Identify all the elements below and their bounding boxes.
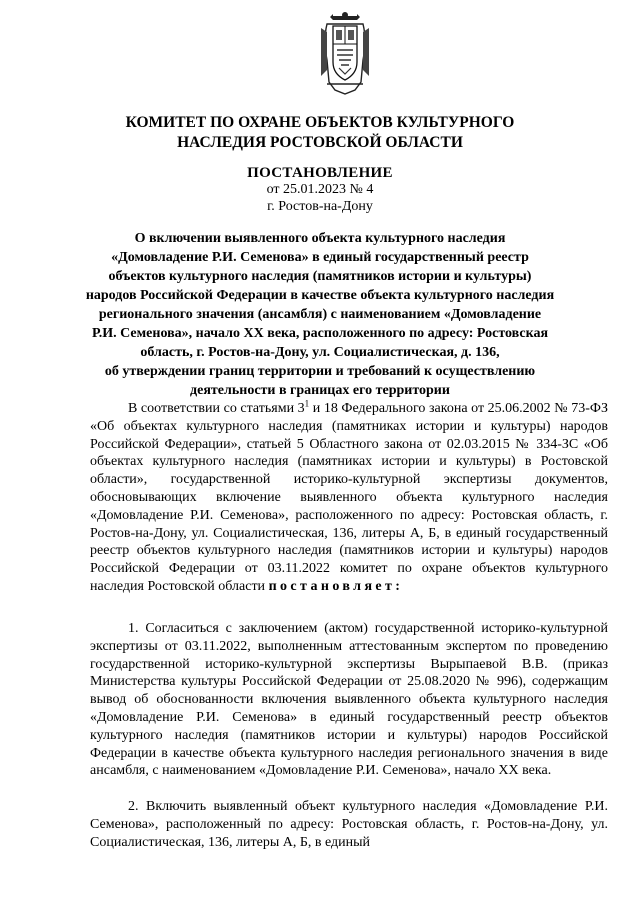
item-2-paragraph: 2. Включить выявленный объект культурного наследия «Домовладение Р.И. Семенова», расположенный по адресу: Ростовская область, г. Ростов-на-Дону, ул. Социалистическая, 136, литеры А, Б, в единый [90,799,608,850]
document-date-number: от 25.01.2023 № 4 [266,182,374,197]
title-line: деятельности в границах его территории [190,383,450,398]
document-title [85,229,555,400]
organization-line-2: НАСЛЕДИЯ РОСТОВСКОЙ ОБЛАСТИ [177,134,463,151]
title-line: народов Российской Федерации в качестве объекта культурного наследия [85,288,555,303]
preamble-text-rest: и 18 Федерального закона от 25.06.2002 № 73-ФЗ «Об объектах культурного наследия (памятниках истории и культуры) народов Российской Федерации», статьей 5 Областного закона от 02.03.2015 № 334-ЗС «Об объектах культурного наследия (памятниках истории и культуры) в Ростовской области», государственной историко-культурной экспертизы документов, обосновывающих включение выявленного объекта культурного наследия «Домовладение Р.И. Семенова», расположенного по адресу: Ростовская область, г. Ростов-на-Дону, ул. Социалистическая, 136, литеры А, Б, в единый государственный реестр объектов культурного наследия (памятников истории и культуры) народов Российской Федерации от 03.11.2022 комитет по охране объектов культурного наследия Ростовской области [90,401,608,594]
resolve-word: постановляет: [268,578,404,594]
title-line: регионального значения (ансамбля) с наименованием «Домовладение [98,307,542,322]
title-line: объектов культурного наследия (памятников истории и культуры) [108,269,532,284]
article-superscript: 1 [304,398,310,409]
title-line: Р.И. Семенова», начало XX века, расположенного по адресу: Ростовская [91,326,549,341]
organization-name [70,113,570,153]
title-line: О включении выявленного объекта культурного наследия [134,231,506,246]
coat-of-arms-emblem [317,10,373,96]
organization-line-1: КОМИТЕТ ПО ОХРАНЕ ОБЪЕКТОВ КУЛЬТУРНОГО [125,114,515,131]
document-type: ПОСТАНОВЛЕНИЕ [247,165,393,181]
preamble-text-start: В соответствии со статьями 3 [128,401,305,416]
document-city: г. Ростов-на-Дону [267,199,373,214]
title-line: «Домовладение Р.И. Семенова» в единый государственный реестр [111,250,529,265]
preamble-paragraph [90,400,608,596]
title-line: об утверждении границ территории и требований к осуществлению [104,364,536,379]
title-line: область, г. Ростов-на-Дону, ул. Социалистическая, д. 136, [140,345,500,360]
item-1-paragraph: 1. Согласиться с заключением (актом) государственной историко-культурной экспертизы от 03.11.2022, выполненным аттестованным экспертом по проведению государственной историко-культурной экспертизы Вырыпаевой В.В. (приказ Министерства культуры Российской Федерации от 25.08.2020 № 996), содержащим вывод об обоснованности включения выявленного объекта культурного наследия «Домовладение Р.И. Семенова» в единый государственный реестр объектов культурного наследия (памятников истории и культуры) народов Российской Федерации в качестве объекта культурного наследия регионального значения в виде ансамбля, с наименованием «Домовладение Р.И. Семенова», начало XX века. [90,621,608,779]
